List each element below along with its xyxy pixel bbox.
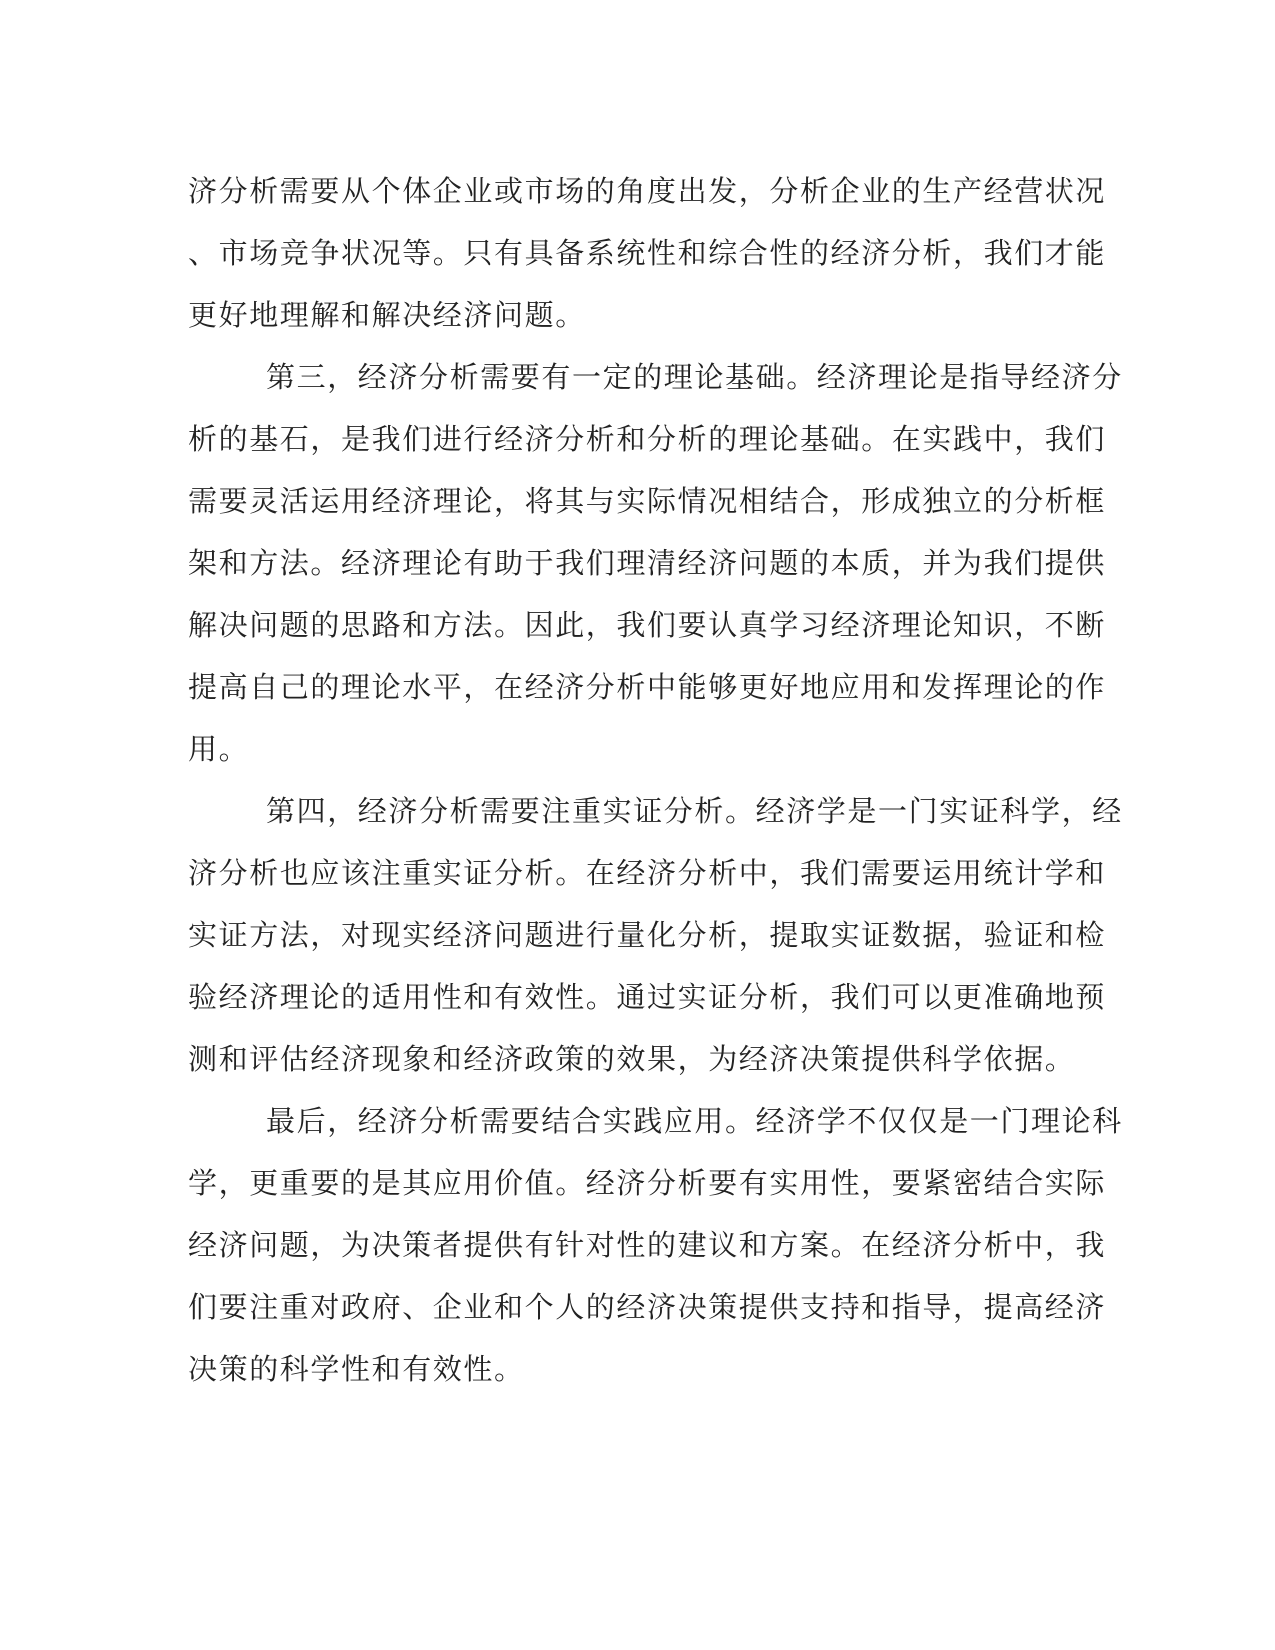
paragraph-1 — [188, 160, 1107, 346]
paragraph-3 — [188, 780, 1123, 1090]
paragraph-2 — [188, 346, 1123, 780]
text-line: 实证方法，对现实经济问题进行量化分析，提取实证数据，验证和检 — [188, 918, 1107, 952]
document-body — [188, 160, 1123, 1400]
text-line: 更好地理解和解决经济问题。 — [188, 298, 586, 332]
paragraph-4 — [188, 1090, 1123, 1400]
text-line: 决策的科学性和有效性。 — [188, 1352, 525, 1386]
text-line: 验经济理论的适用性和有效性。通过实证分析，我们可以更准确地预 — [188, 980, 1107, 1014]
text-line: 经济问题，为决策者提供有针对性的建议和方案。在经济分析中，我 — [188, 1228, 1107, 1262]
text-line: 解决问题的思路和方法。因此，我们要认真学习经济理论知识，不断 — [188, 608, 1107, 642]
text-line: 需要灵活运用经济理论，将其与实际情况相结合，形成独立的分析框 — [188, 484, 1107, 518]
text-line: 第四，经济分析需要注重实证分析。经济学是一门实证科学，经 — [266, 794, 1123, 828]
text-line: 最后，经济分析需要结合实践应用。经济学不仅仅是一门理论科 — [266, 1104, 1123, 1138]
text-line: 、市场竞争状况等。只有具备系统性和综合性的经济分析，我们才能 — [188, 236, 1107, 270]
text-line: 架和方法。经济理论有助于我们理清经济问题的本质，并为我们提供 — [188, 546, 1107, 580]
text-line: 们要注重对政府、企业和个人的经济决策提供支持和指导，提高经济 — [188, 1290, 1107, 1324]
text-line: 用。 — [188, 732, 250, 766]
text-line: 济分析也应该注重实证分析。在经济分析中，我们需要运用统计学和 — [188, 856, 1107, 890]
text-line: 第三，经济分析需要有一定的理论基础。经济理论是指导经济分 — [266, 360, 1123, 394]
text-line: 济分析需要从个体企业或市场的角度出发，分析企业的生产经营状况 — [188, 174, 1107, 208]
text-line: 提高自己的理论水平，在经济分析中能够更好地应用和发挥理论的作 — [188, 670, 1107, 704]
text-line: 测和评估经济现象和经济政策的效果，为经济决策提供科学依据。 — [188, 1042, 1076, 1076]
text-line: 学，更重要的是其应用价值。经济分析要有实用性，要紧密结合实际 — [188, 1166, 1107, 1200]
text-line: 析的基石，是我们进行经济分析和分析的理论基础。在实践中，我们 — [188, 422, 1107, 456]
